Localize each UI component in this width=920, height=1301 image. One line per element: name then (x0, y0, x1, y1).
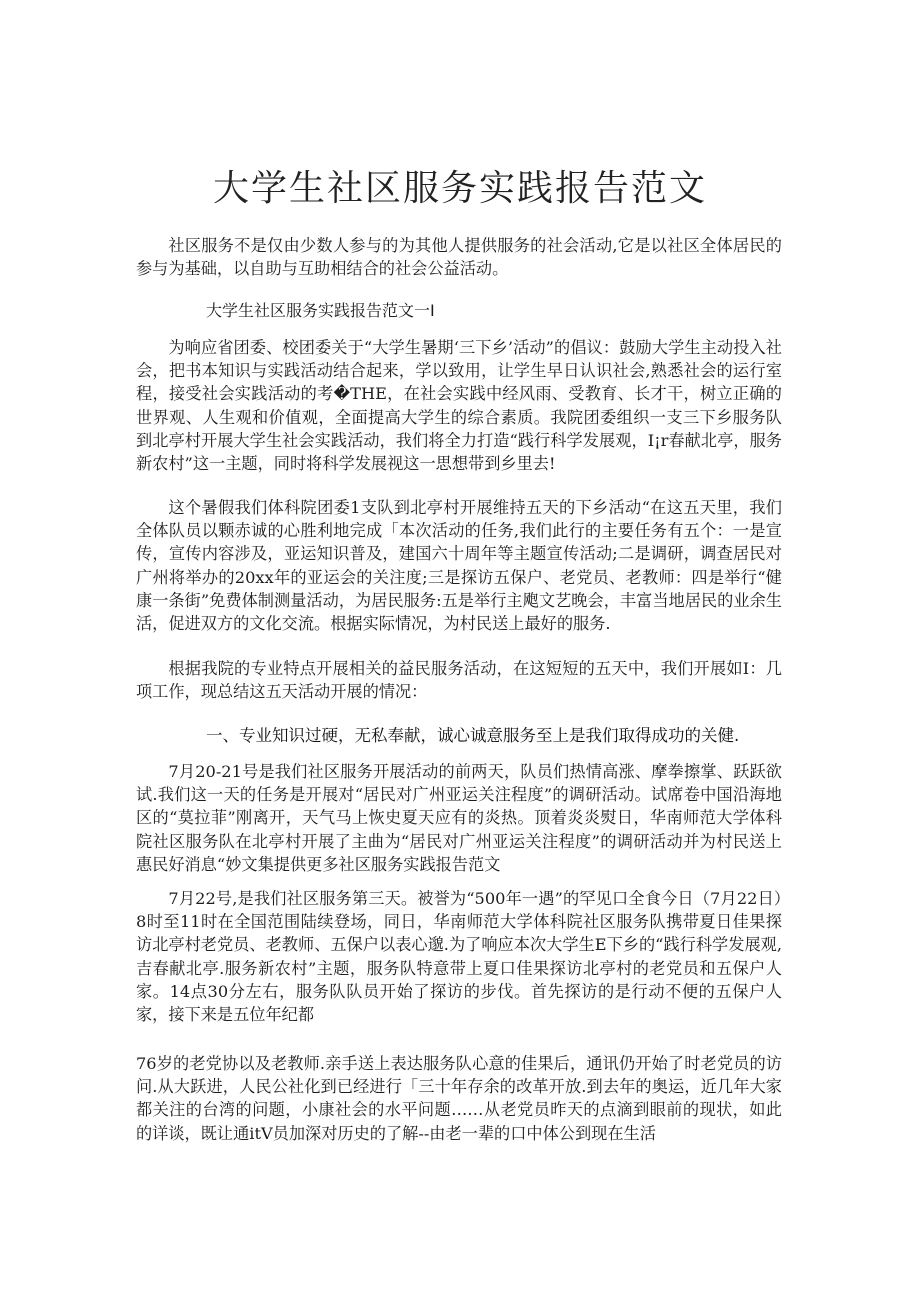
body-paragraph: 根据我院的专业特点开展相关的益民服务活动，在这短短的五天中，我们开展如I：几项工作，现总结这五天活动开展的情况： (136, 659, 782, 702)
document-title: 大学生社区服务实践报告范文 (212, 168, 707, 209)
section-heading: 一、专业知识过硬，无私奉献，诚心诚意服务至上是我们取得成功的关健. (206, 726, 740, 745)
section-paragraph: 7月20-21号是我们社区服务开展活动的前两天，队员们热情高涨、摩拳擦掌、跃跃欲试.我们这一天的任务是开展对“居民对广州亚运关注程度”的调研活动。试席卷中国沿海地区的“莫拉菲”刚离开，天气马上恢史夏天应有的炎热。顶着炎炎熨日，华南师范大学体科院社区服务队在北亭村开展了主曲为“居民对广州亚运关注程度”的调研活动并为村民送上惠民好消息“妙文集提供更多社区服务实践报告范文 (136, 762, 782, 874)
body-paragraph: 这个暑假我们体科院团委1支队到北亭村开展维持五天的下乡活动“在这五天里，我们全体队员以颗赤诚的心胜利地完成「本次活动的任务,我们此行的主要任务有五个：一是宣传，宣传内容涉及，亚运知识普及，建国六十周年等主题宣传活动;二是调研，调查居民对广州将举办的20xx年的亚运会的关注度;三是探访五保户、老党员、老教师：四是举行“健康一条街”免费体制测量活动，为居民服务:五是举行主飑文艺晚会，丰富当地居民的业余生活，促进双方的文化交流。根据实际情况，为村民送上最好的服务. (136, 498, 782, 634)
intro-paragraph: 社区服务不是仅由少数人参与的为其他人提供服务的社会活动,它是以社区全体居民的参与为基础，以自助与互助相结合的社会公益活动。 (136, 236, 782, 279)
subheading: 大学生社区服务实践报告范文一I (206, 301, 435, 320)
section-paragraph: 76岁的老党协以及老教师.亲手送上表达服务队心意的佳果后，通讯仍开始了时老党员的访问.从大跃进，人民公社化到已经进行「三十年存余的改革开放.到去年的奥运，近几年大家都关注的台湾的问题，小康社会的水平问题……从老党员昨天的点滴到眼前的现状，如此的详谈，既让通itV员加深对历史的了解--由老一辈的口中体公到现在生活 (136, 1054, 782, 1143)
body-paragraph: 为响应省团委、校团委关于“大学生暑期‘三下乡’活动”的倡议：鼓励大学生主动投入社会，把书本知识与实践活动结合起来，学以致用，让学生早日认识社会,熟悉社会的运行室程，接受社会实践活动的考�THE，在社会实践中经风雨、受教育、长才干，树立正确的世界观、人生观和价值观，全面提高大学生的综合素质。我院团委组织一支三下乡服务队到北亭村开展大学生社会实践活动，我们将全力打造“践行科学发展观，I¡r春献北亭，服务新农村”这一主题，同时将科学发展视这一思想带到乡里去! (136, 338, 782, 474)
section-paragraph: 7月22号,是我们社区服务第三天。被誉为“500年一遇”的罕见口全食今日（7月22日）8时至11时在全国范围陆续登场，同日，华南师范大学体科院社区服务队携带夏日佳果探访北亭村老党员、老教师、五保户以表心邈.为了响应本次大学生E下乡的“践行科学发展观,吉春献北亭.服务新农村”主题，服务队特意带上夏口佳果探访北亭村的老党员和五保户人家。14点30分左右，服务队队员开始了探访的步伐。首先探访的是行动不便的五保户人家，接下来是五位年纪都 (136, 889, 782, 1025)
